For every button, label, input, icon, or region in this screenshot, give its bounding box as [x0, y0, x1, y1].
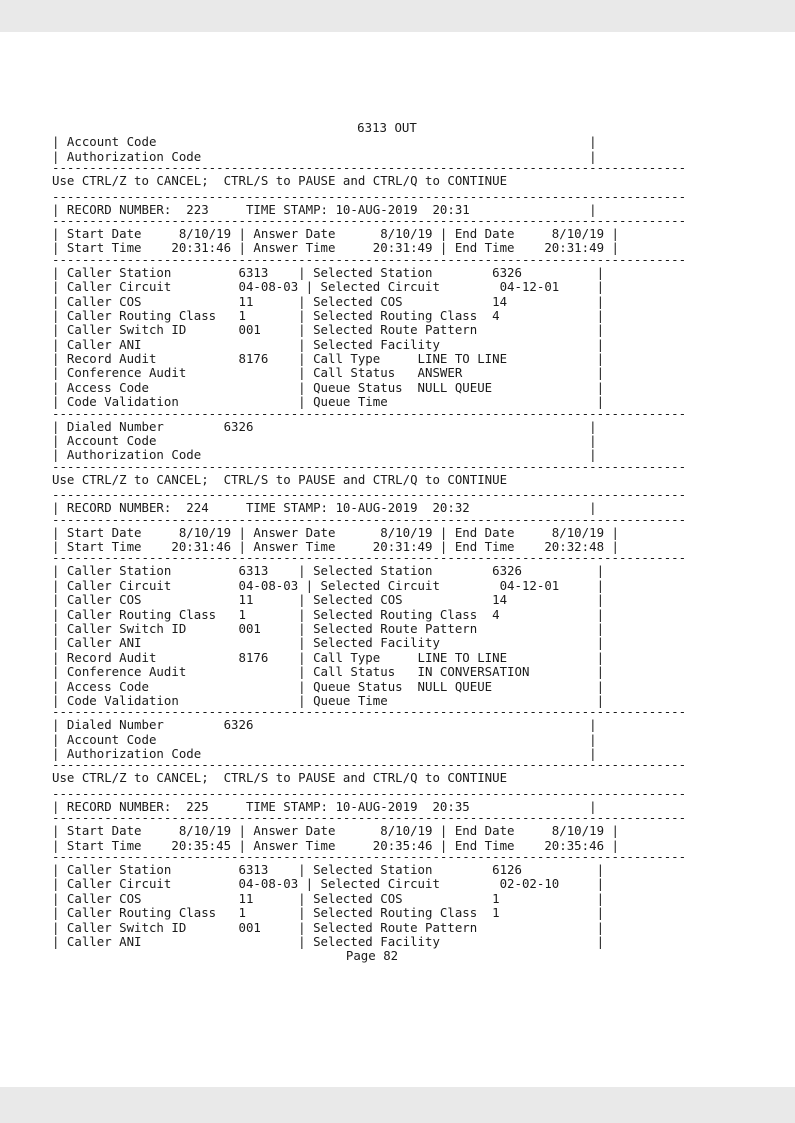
- dashed-rule: -------------------------------------------------------------------------------------: [52, 490, 687, 501]
- call-record: [52, 789, 692, 949]
- dashed-rule: -------------------------------------------------------------------------------------: [52, 788, 687, 799]
- carryover-line: | Account Code |: [52, 134, 597, 150]
- record-line: | Start Time 20:31:46 | Answer Time 20:31:49 | End Time 20:32:48 |: [52, 538, 619, 554]
- record-line: | Record Audit 8176 | Call Type LINE TO LINE |: [52, 351, 605, 367]
- record-line: | Caller Routing Class 1 | Selected Routing Class 4 |: [52, 606, 605, 622]
- call-record: [52, 490, 692, 785]
- dashed-rule: -------------------------------------------------------------------------------------: [52, 760, 687, 771]
- record-line: | Caller Circuit 04-08-03 | Selected Circuit 02-02-10 |: [52, 876, 605, 892]
- record-line: | Code Validation | Queue Time |: [52, 692, 605, 708]
- record-line: | Start Time 20:35:45 | Answer Time 20:35:46 | End Time 20:35:46 |: [52, 837, 619, 853]
- record-line: | Caller Switch ID 001 | Selected Route Pattern |: [52, 620, 605, 636]
- cancel-hint: Use CTRL/Z to CANCEL; CTRL/S to PAUSE and CTRL/Q to CONTINUE: [52, 770, 508, 786]
- record-line: | Caller Station 6313 | Selected Station 6126 |: [52, 862, 605, 878]
- page-number: Page 82: [345, 948, 399, 964]
- record-header: | RECORD NUMBER: 223 TIME STAMP: 10-AUG-2019 20:31 |: [52, 201, 597, 217]
- call-record-document: [52, 120, 692, 963]
- record-line: | Caller COS 11 | Selected COS 14 |: [52, 592, 605, 608]
- record-header: | RECORD NUMBER: 224 TIME STAMP: 10-AUG-2019 20:32 |: [52, 500, 597, 516]
- page-header: 6313 OUT: [357, 120, 417, 135]
- record-line: | Record Audit 8176 | Call Type LINE TO LINE |: [52, 649, 605, 665]
- record-line: | Caller ANI | Selected Facility |: [52, 933, 605, 949]
- record-line: | Start Date 8/10/19 | Answer Date 8/10/19 | End Date 8/10/19 |: [52, 225, 619, 241]
- record-line: | Code Validation | Queue Time |: [52, 394, 605, 410]
- dashed-rule: -------------------------------------------------------------------------------------: [52, 254, 687, 265]
- cancel-hint: Use CTRL/Z to CANCEL; CTRL/S to PAUSE and CTRL/Q to CONTINUE: [52, 173, 508, 189]
- record-line: | Caller COS 11 | Selected COS 1 |: [52, 890, 605, 906]
- record-line: | Account Code |: [52, 731, 597, 747]
- record-line: | Authorization Code |: [52, 746, 597, 762]
- dashed-rule: -------------------------------------------------------------------------------------: [52, 707, 687, 718]
- record-line: | Start Time 20:31:46 | Answer Time 20:31:49 | End Time 20:31:49 |: [52, 240, 619, 256]
- dashed-rule: -------------------------------------------------------------------------------------: [52, 215, 687, 226]
- dashed-rule: -------------------------------------------------------------------------------------: [52, 553, 687, 564]
- record-line: | Dialed Number 6326 |: [52, 418, 597, 434]
- record-line: | Caller Station 6313 | Selected Station 6326 |: [52, 563, 605, 579]
- call-record: [52, 192, 692, 487]
- record-line: | Start Date 8/10/19 | Answer Date 8/10/19 | End Date 8/10/19 |: [52, 823, 619, 839]
- record-line: | Caller Circuit 04-08-03 | Selected Circuit 04-12-01 |: [52, 577, 605, 593]
- carryover-line: | Authorization Code |: [52, 148, 597, 164]
- record-line: | Dialed Number 6326 |: [52, 717, 597, 733]
- record-line: | Caller ANI | Selected Facility |: [52, 635, 605, 651]
- record-line: | Caller Circuit 04-08-03 | Selected Circuit 04-12-01 |: [52, 279, 605, 295]
- record-line: | Conference Audit | Call Status ANSWER |: [52, 365, 605, 381]
- record-line: | Start Date 8/10/19 | Answer Date 8/10/19 | End Date 8/10/19 |: [52, 524, 619, 540]
- record-line: | Access Code | Queue Status NULL QUEUE |: [52, 379, 605, 395]
- dashed-rule: -------------------------------------------------------------------------------------: [52, 408, 687, 419]
- scan-top-band: [0, 0, 795, 32]
- record-header: | RECORD NUMBER: 225 TIME STAMP: 10-AUG-2019 20:35 |: [52, 798, 597, 814]
- record-line: | Caller Switch ID 001 | Selected Route Pattern |: [52, 322, 605, 338]
- record-line: | Caller Routing Class 1 | Selected Routing Class 4 |: [52, 307, 605, 323]
- record-line: | Authorization Code |: [52, 447, 597, 463]
- cancel-hint: Use CTRL/Z to CANCEL; CTRL/S to PAUSE and CTRL/Q to CONTINUE: [52, 471, 508, 487]
- dashed-rule: -------------------------------------------------------------------------------------: [52, 461, 687, 472]
- record-line: | Access Code | Queue Status NULL QUEUE |: [52, 678, 605, 694]
- record-line: | Caller Station 6313 | Selected Station 6326 |: [52, 264, 605, 280]
- record-line: | Caller ANI | Selected Facility |: [52, 336, 605, 352]
- record-line: | Caller Switch ID 001 | Selected Route Pattern |: [52, 919, 605, 935]
- record-line: | Caller COS 11 | Selected COS 14 |: [52, 293, 605, 309]
- dashed-rule: -------------------------------------------------------------------------------------: [52, 813, 687, 824]
- dashed-rule: -------------------------------------------------------------------------------------: [52, 852, 687, 863]
- record-line: | Account Code |: [52, 433, 597, 449]
- record-line: | Conference Audit | Call Status IN CONVERSATION |: [52, 664, 605, 680]
- dashed-rule: -------------------------------------------------------------------------------------: [52, 191, 687, 202]
- dashed-rule: -------------------------------------------------------------------------------------: [52, 514, 687, 525]
- record-line: | Caller Routing Class 1 | Selected Routing Class 1 |: [52, 905, 605, 921]
- scan-bottom-band: [0, 1087, 795, 1123]
- dashed-rule: -------------------------------------------------------------------------------------: [52, 163, 687, 174]
